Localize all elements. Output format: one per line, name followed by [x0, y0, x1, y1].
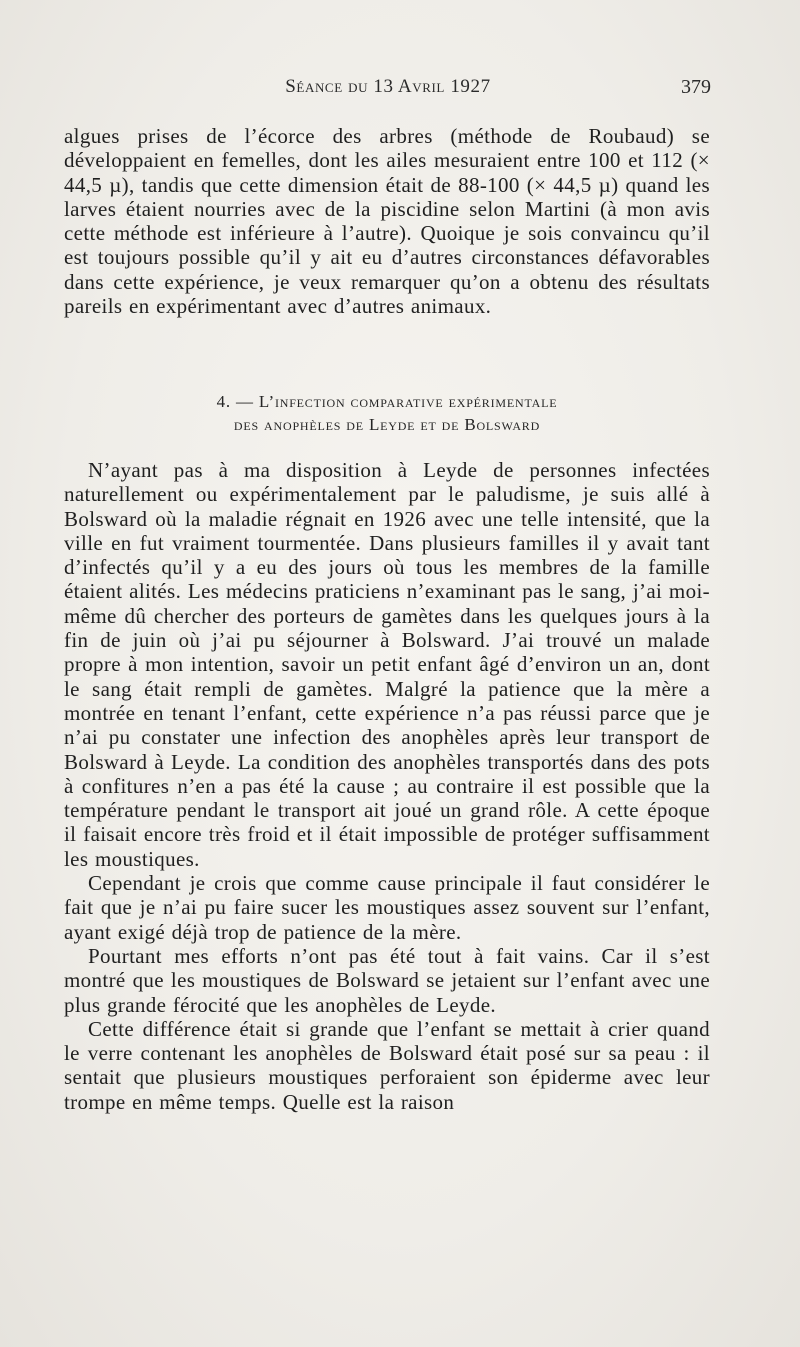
- paragraph: Cette différence était si grande que l’enfant se mettait à crier quand le verre contenant les anophèles de Bolsward était posé sur sa peau : il sentait que plusieurs moustiques perforaient son épiderme avec leur trompe en même temps. Quelle est la raison: [64, 1016, 710, 1114]
- section-body: [64, 458, 710, 1114]
- section-heading-line-2: des anophèles de Leyde et de Bolsward: [233, 415, 541, 434]
- section-heading: [64, 390, 710, 436]
- continued-paragraph: [64, 124, 710, 318]
- paragraph: Pourtant mes efforts n’ont pas été tout à fait vains. Car il s’est montré que les moustiques de Bolsward se jetaient sur l’enfant avec une plus grande férocité que les anophèles de Leyde.: [64, 943, 710, 1017]
- running-head: [66, 76, 710, 104]
- page-number: 379: [681, 76, 711, 98]
- section-heading-line-1: 4. — L’infection comparative expérimentale: [216, 392, 558, 411]
- running-title: Séance du 13 Avril 1927: [285, 76, 491, 97]
- paragraph-text: algues prises de l’écorce des arbres (méthode de Roubaud) se développaient en femelles, dont les ailes mesuraient entre 100 et 112 (× 44,5 µ), tandis que cette dimension était de 88-100 (× 44,5 µ) quand les larves étaient nourries avec de la piscidine selon Martini (à mon avis cette méthode est inférieure à l’autre). Quoique je sois convaincu qu’il est toujours possible qu’il y ait eu d’autres circonstances défavorables dans cette expérience, je veux remarquer qu’on a obtenu des résultats pareils en expérimentant avec d’autres animaux.: [64, 124, 710, 319]
- paragraph: N’ayant pas à ma disposition à Leyde de personnes infectées naturellement ou expérimentalement par le paludisme, je suis allé à Bolsward où la maladie régnait en 1926 avec une telle intensité, que la ville en fut vraiment tourmentée. Dans plusieurs familles il y avait tant d’infectés qu’il y a eu des jours où tous les membres de la famille étaient alités. Les médecins praticiens n’examinant pas le sang, j’ai moi-même dû chercher des porteurs de gamètes dans les quelques jours à la fin de juin où j’ai pu séjourner à Bolsward. J’ai trouvé un malade propre à mon intention, savoir un petit enfant âgé d’environ un an, dont le sang était rempli de gamètes. Malgré la patience que la mère a montrée en tenant l’enfant, cette expérience n’a pas réussi parce que je n’ai pu constater une infection des anophèles après leur transport de Bolsward à Leyde. La condition des anophèles transportés dans des pots à confitures n’en a pas été la cause ; au contraire il est possible que la température pendant le transport ait joué un grand rôle. A cette époque il faisait encore très froid et il était impossible de protéger suffisamment les moustiques.: [64, 458, 710, 871]
- paragraph: Cependant je crois que comme cause principale il faut considérer le fait que je n’ai pu faire sucer les moustiques assez souvent sur l’enfant, ayant exigé déjà trop de patience de la mère.: [64, 871, 710, 944]
